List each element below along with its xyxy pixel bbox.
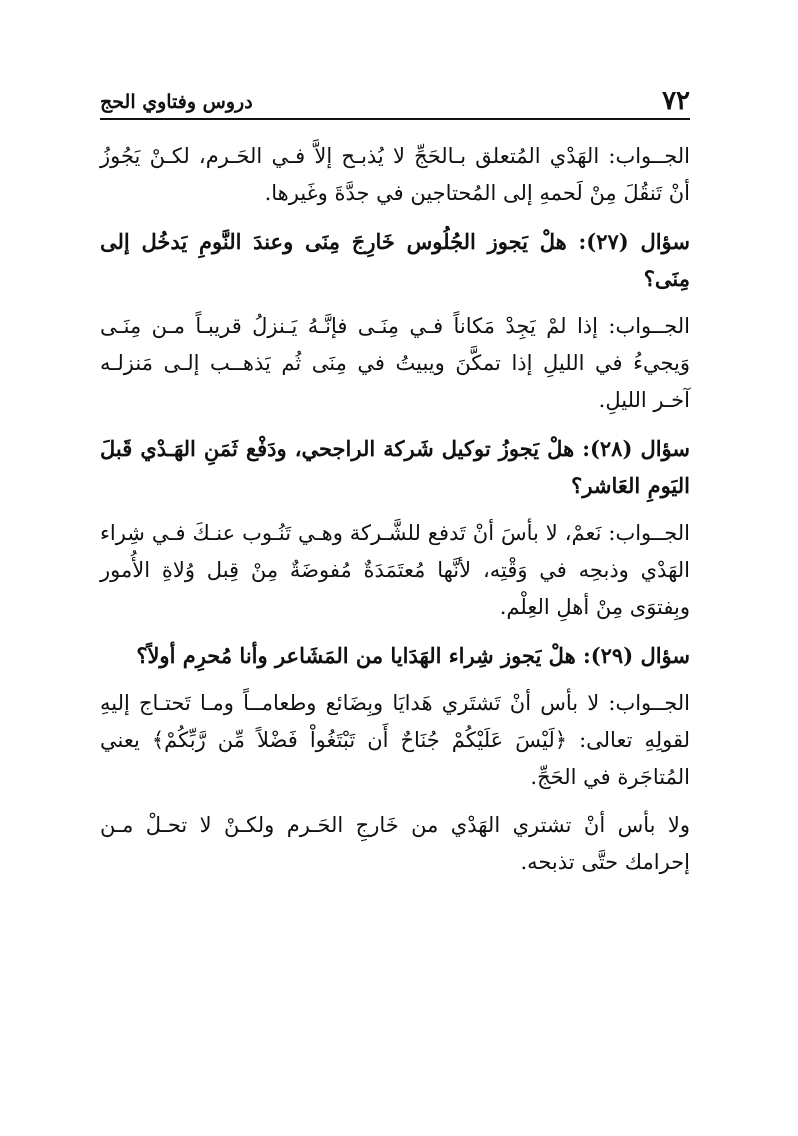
answer-paragraph: ولا بأس أنْ تشتري الهَدْي من خَارجِ الحَـرم ولكـنْ لا تحـلْ مـن إحرامك حتَّى تذبحه. [100,813,690,874]
running-title: دروس وفتاوي الحج [100,91,253,113]
page-body [100,138,690,892]
answer-paragraph: الجــواب: إذا لمْ يَجِدْ مَكاناً فـي مِنَـى فإنَّـهُ يَـنزلُ قريبـاً مـن مِنَـى وَيجيءُ في الليلِ إذا تمكَّنَ ويبيتُ في مِنَى ثُم يَذهــب إلـى مَنزلـه آخـر الليلِ. [100,314,690,412]
answer-paragraph: الجــواب: نَعمْ، لا بأسَ أنْ تَدفع للشَّـركة وهـي تَنُـوب عنـكَ فـي شِراء الهَدْي وذبحِه في وَقْتِه، لأنَّها مُعتَمَدَةٌ مُفوضَةٌ مِنْ قِبل وُلاةِ الأُمور وبِفتوَى مِنْ أهلِ العِلْم. [100,521,690,619]
question-paragraph: سؤال (٢٩): هلْ يَجوز شِراء الهَدَايا من المَشَاعر وأنا مُحرِم أولاً؟ [136,643,690,668]
answer-paragraph: الجــواب: الهَدْي المُتعلق بـالحَجِّ لا يُذبـح إلاَّ فـي الحَـرم، لكـنْ يَجُوزُ أنْ تَنقُلَ مِنْ لَحمهِ إلى المُحتاجين في جدَّةَ وغَيرها. [100,144,690,205]
question-paragraph: سؤال (٢٨): هلْ يَجوزُ توكيل شَركة الراجحي، ودَفْع ثَمَنِ الهَـدْي قَبلَ اليَومِ العَاشر؟ [100,436,690,498]
question-paragraph: سؤال (٢٧): هلْ يَجوز الجُلُوس خَارِجَ مِنَى وعندَ النَّومِ يَدخُل إلى مِنَى؟ [100,229,690,291]
answer-paragraph: الجــواب: لا بأس أنْ تَشتَري هَدايَا وبِضَائع وطعامــاً ومـا تَحتـاج إليهِ لقولِهِ تعالى: ﴿لَيْسَ عَلَيْكُمْ جُنَاحٌ أَن تَبْتَغُواْ فَضْلاً مِّن رَّبِّكُمْ﴾ يعني المُتاجَرة في الحَجِّ. [100,691,690,789]
page-number: ٧٢ [662,86,690,116]
page-header [100,86,690,120]
